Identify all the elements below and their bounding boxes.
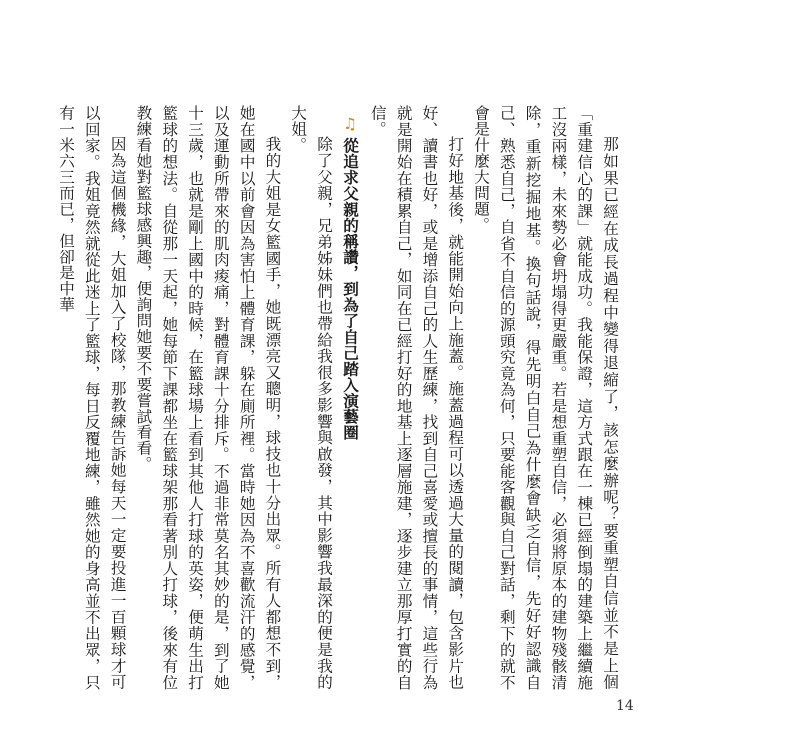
paragraph-big-sister: 我的大姐是女籃國手，她既漂亮又聰明，球技也十分出眾。所有人都想不到，她在國中以前會因為害怕上體育課，躲在廁所裡。當時她因為不喜歡流汗的感覺，以及運動所帶來的肌肉痠痛，對體育課十分排斥。不過非常莫名其妙的是，到了她十三歲，也就是剛上國中的時候，在籃球場上看到其他人打球的英姿，便萌生出打籃球的想法。自從那一天起，她每節下課都坐在籃球架那看著別人打球，後來有位教練看她對籃球感興趣，便詢問她要不要嘗試看看。: [134, 105, 282, 690]
music-note-icon: ♫: [341, 115, 360, 134]
page-number: 14: [616, 698, 634, 714]
paragraph-basketball-team: 因為這個機緣，大姐加入了校隊，那教練告訴她每天一定要投進一百顆球才可以回家。我姐竟然就從此迷上了籃球，每日反覆地練，雖然她的身高並不出眾，只有一米六三而已，但卻是中華: [57, 105, 127, 690]
section-heading: [336, 115, 364, 684]
paragraph-rebuild-confidence: 那如果已經在成長過程中變得退縮了，該怎麼辦呢？要重塑自信並不是上個「重建信心的課」就能成功。我能保證，這方式跟在一棟已經倒塌的建築上繼續施工沒兩樣，未來勢必會坍塌得更嚴重。若是想重塑自信，必須將原本的建物殘骸清除，重新挖掘地基。換句話說，得先明白自己為什麼會缺乏自信，先好好認識自己、熟悉自己，自省不自信的源頭究竟為何，只要能客觀與自己對話，剩下的就不會是什麼大問題。: [472, 105, 619, 690]
paragraph-foundation: 打好地基後，就能開始向上施蓋。施蓋過程可以透過大量的閱讀，包含影片也好、讀書也好，或是增添自己的人生歷練，找到自己喜愛或擅長的事情，這些行為就是開始在積累自己，如同在已經打好的地基上逐層施建，逐步建立那厚打實的自信。: [368, 105, 465, 690]
vertical-text-body: [57, 105, 622, 690]
section-heading-text: 從追求父親的稱讚，到為了自己踏入演藝圈: [341, 137, 360, 441]
paragraph-siblings: 除了父親，兄弟姊妹們也帶給我很多影響與啟發，其中影響我最深的便是我的大姐。: [289, 105, 334, 690]
